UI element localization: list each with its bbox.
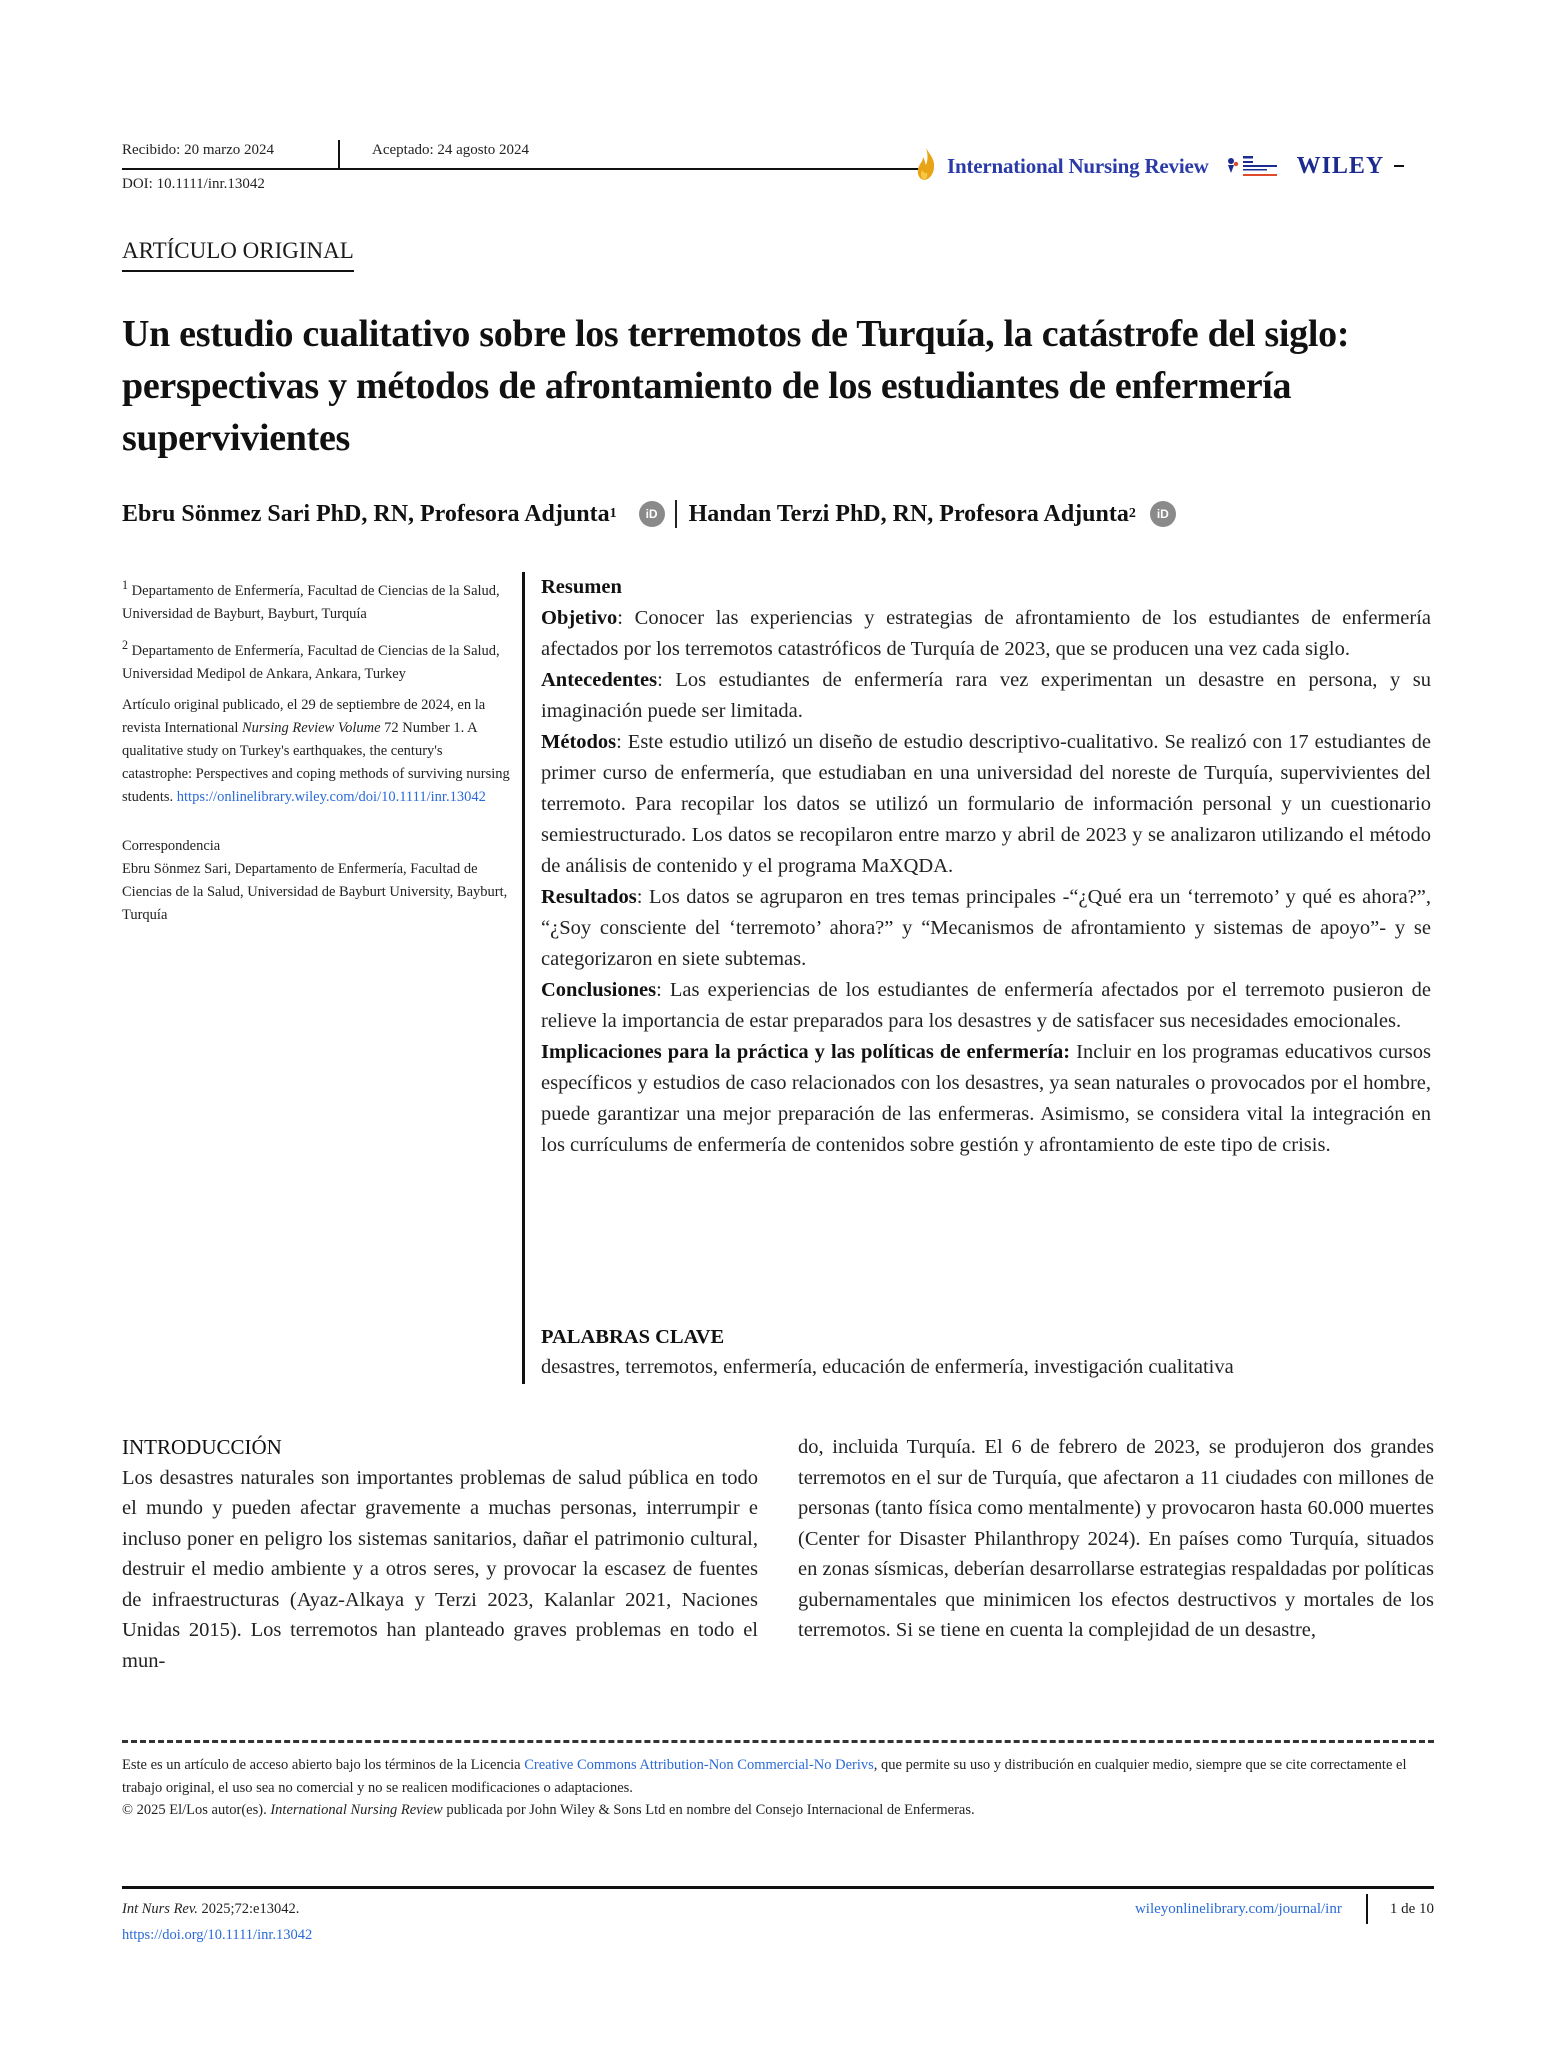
orcid-icon[interactable]: iD: [1150, 501, 1176, 527]
publication-note: Artículo original publicado, el 29 de septiembre de 2024, en la revista International Nursing Review Volume 72 Number 1. A qualitative study on Turkey's earthquakes, the century's catastrophe: Perspectives and coping methods of surviving nursing students. https://onlinelibrary.wiley.com/doi/10.1111/inr.13042: [122, 696, 510, 805]
author-name: Ebru Sönmez Sari PhD, RN, Profesora Adjunta: [122, 500, 610, 527]
orcid-icon[interactable]: iD: [639, 501, 665, 527]
section-heading-introduction: INTRODUCCIÓN: [122, 1435, 282, 1459]
correspondence-block: [122, 835, 512, 927]
correspondence-text: Ebru Sönmez Sari, Departamento de Enfermería, Facultad de Ciencias de la Salud, Universidad de Bayburt University, Bayburt, Turquía: [122, 860, 508, 923]
header-tail-rule: [1394, 165, 1404, 167]
affiliations-sidebar: [122, 574, 512, 927]
keywords-list: desastres, terremotos, enfermería, educación de enfermería, investigación cualitativa: [541, 1356, 1234, 1378]
article-type-label: ARTÍCULO ORIGINAL: [122, 238, 354, 272]
affiliation-item: $^1$ Departamento de Enfermería, Facultad de Ciencias de la Salud, Universidad de Bayburt, Bayburt, Turquía: [122, 578, 500, 622]
abstract-section-background: Antecedentes: Los estudiantes de enfermería rara vez experimentan un desastre en persona, y su imaginación puede ser limitada.: [541, 669, 1431, 722]
author-separator: [675, 500, 677, 528]
license-notice: [122, 1754, 1442, 1822]
abstract: [541, 572, 1431, 1161]
header-rule: [122, 168, 922, 170]
body-column-left: [122, 1432, 758, 1676]
header-divider: [338, 140, 340, 170]
accepted-date: Aceptado: 24 agosto 2024: [372, 142, 530, 158]
author-name: Handan Terzi PhD, RN, Profesora Adjunta: [688, 500, 1129, 527]
abstract-section-results: Resultados: Los datos se agruparon en tres temas principales -“¿Qué era un ‘terremoto’ y qué es ahora?”, “¿Soy consciente del ‘terremoto’ ahora?” y “Mecanismos de afrontamiento y sistemas de apoyo”- y se categorizaron en siete subtemas.: [541, 886, 1431, 970]
copyright-line: © 2025 El/Los autor(es). International Nursing Review publicada por John Wiley & Sons Ltd en nombre del Consejo Internacional de Enfermeras.: [122, 1802, 975, 1818]
author-affiliation-sup: 2: [1128, 506, 1136, 521]
body-column-right: [798, 1432, 1434, 1646]
body-paragraph: do, incluida Turquía. El 6 de febrero de 2023, se produjeron dos grandes terremotos en el sur de Turquía, que afectaron a 11 ciudades con millones de personas (tanto física como mentalmente) y provocaron hasta 60.000 muertes (Center for Disaster Philanthropy 2024). En países como Turquía, situados en zonas sísmicas, deberían desarrollarse estrategias respaldadas por políticas gubernamentales que minimicen los efectos destructivos y mortales de los terremotos. Si se tiene en cuenta la complejidad de un desastre,: [798, 1436, 1434, 1641]
icn-logo-icon: [1227, 153, 1279, 179]
keywords-block: [541, 1322, 1441, 1382]
license-separator: [122, 1740, 1434, 1743]
abstract-section-conclusions: Conclusiones: Las experiencias de los estudiantes de enfermería afectados por el terremoto pusieron de relieve la importancia de estar preparados para los desastres y de satisfacer sus necesidades emocionales.: [541, 979, 1431, 1032]
cc-license-link[interactable]: Creative Commons Attribution-Non Commercial-No Derivs: [524, 1757, 874, 1773]
body-paragraph: Los desastres naturales son importantes problemas de salud pública en todo el mundo y pueden afectar gravemente a muchas personas, interrumpir e incluso poner en peligro los sistemas sanitarios, dañar el patrimonio cultural, destruir el medio ambiente y a otros seres, y provocar la escasez de fuentes de infraestructuras (Ayaz-Alkaya y Terzi 2023, Kalanlar 2021, Naciones Unidas 2015). Los terremotos han planteado graves problemas en todo el mun-: [122, 1466, 758, 1672]
abstract-section-implications: Implicaciones para la práctica y las políticas de enfermería: Incluir en los programas educativos cursos específicos y estudios de caso relacionados con los desastres, ya sean naturales o provocados por el hombre, puede garantizar una mejor preparación de las enfermeras. Asimismo, se considera vital la integración en los currículums de enfermería de contenidos sobre gestión y afrontamiento de este tipo de crisis.: [541, 1041, 1431, 1156]
journal-url-link[interactable]: wileyonlinelibrary.com/journal/inr: [1134, 1900, 1342, 1917]
article-title: Un estudio cualitativo sobre los terremotos de Turquía, la catástrofe del siglo: perspectivas y métodos de afrontamiento de los estudiantes de enfermería supervivientes: [122, 313, 1350, 459]
affiliation-item: $^2$ Departamento de Enfermería, Facultad de Ciencias de la Salud, Universidad Medipol de Ankara, Ankara, Turkey: [122, 637, 500, 682]
footer-rule: [122, 1886, 1434, 1889]
footer-right: [1135, 1894, 1434, 1924]
abstract-title: Resumen: [541, 576, 622, 598]
page-number: 1 de 10: [1389, 1900, 1434, 1917]
license-line: Este es un artículo de acceso abierto bajo los términos de la Licencia Creative Commons Attribution-Non Commercial-No Derivs, que permite su uso y distribución en cualquier medio, siempre que se cite correctamente el trabajo original, el uso sea no comercial y no se realicen modificaciones o adaptaciones.: [122, 1757, 1407, 1796]
abstract-section-objective: Objetivo: Conocer las experiencias y estrategias de afrontamiento de los estudiantes de enfermería afectados por los terremotos catastróficos de Turquía de 2023, que se producen una vez cada siglo.: [541, 607, 1431, 660]
citation-text: Int Nurs Rev. 2025;72:e13042.: [122, 1901, 300, 1917]
publisher-logo: WILEY: [1296, 152, 1385, 179]
abstract-divider: [522, 572, 525, 1384]
original-article-link[interactable]: https://onlinelibrary.wiley.com/doi/10.1111/inr.13042: [176, 788, 486, 805]
correspondence-label: Correspondencia: [122, 837, 221, 854]
author-affiliation-sup: 1: [609, 506, 617, 521]
received-date: Recibido: 20 marzo 2024: [122, 142, 275, 158]
doi-link[interactable]: https://doi.org/10.1111/inr.13042: [122, 1927, 313, 1943]
doi-label: DOI: 10.1111/inr.13042: [122, 176, 265, 192]
footer-divider: [1366, 1894, 1368, 1924]
abstract-section-methods: Métodos: Este estudio utilizó un diseño de estudio descriptivo-cualitativo. Se realizó con 17 estudiantes de primer curso de enfermería, que estudiaban en una universidad del noreste de Turquía, supervivientes del terremoto. Para recopilar los datos se utilizó un formulario de información personal y un cuestionario semiestructurado. Los datos se recopilaron entre marzo y abril de 2023 y se analizaron utilizando el método de análisis de contenido y el programa MaXQDA.: [541, 731, 1431, 877]
journal-name: International Nursing Review: [947, 153, 1209, 178]
journal-logo-bar: [915, 148, 1404, 184]
author-list: [122, 500, 1182, 528]
keywords-title: PALABRAS CLAVE: [541, 1326, 725, 1348]
flame-logo-icon: [915, 147, 937, 186]
footer-citation: [122, 1896, 312, 1948]
